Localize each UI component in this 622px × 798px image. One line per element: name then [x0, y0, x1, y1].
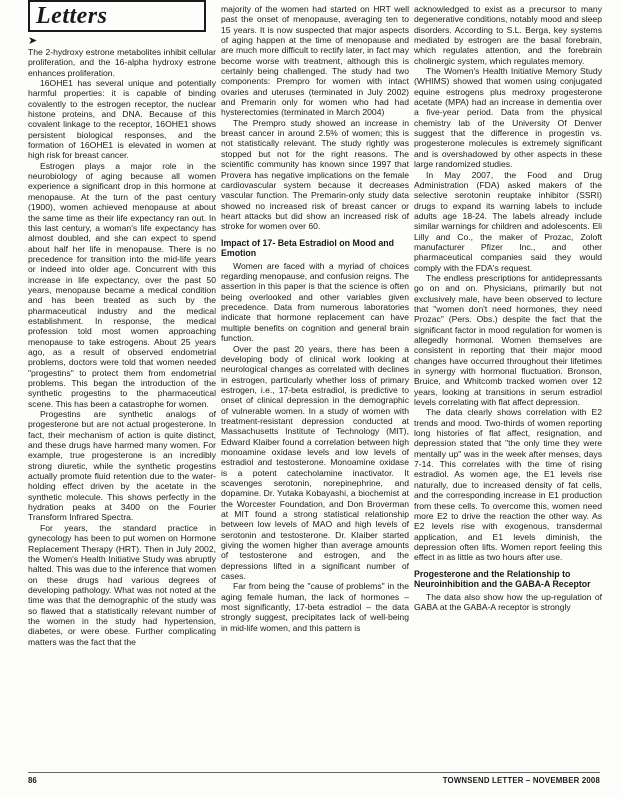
paragraph: The Women's Health Initiative Memory Study (WHIMS) showed that women using conjugated equine estrogens plus medroxy progesterone acetate (MPA) had an increase in dementia over a five-year period. Data from the physical chemistry lab of the University Of Denver suggest that the difference in progestin vs. progesterone molecules is extremely significant and is overshadowed by other aspects in these large randomized studies.: [414, 66, 602, 170]
column-1: [28, 0, 216, 770]
section-heading: Progesterone and the Relationship to Neuroinhibition and the GABA-A Receptor: [414, 568, 591, 590]
paragraph: majority of the women had started on HRT well past the onset of menopause, averaging ten to 15 years. It is now suspected that major aspects of aging happen at the time of menopause and are much more difficult to rectify later, in fact may become worse with treatment, although this is certainly being challenged. The study had two components: Prempro for women with intact ovaries and uteruses (terminated in July 2002) and Premarin only for women who had had hysterectomies (terminated in March 2004): [221, 4, 409, 118]
paragraph: For years, the standard practice in gynecology has been to put women on Hormone Replacement Therapy (HRT). Then in July 2002, the Women's Health Initiative Study was abruptly halted. This was due to the inference that women on these drugs had various degrees of developing pathology. What was not noted at the time was that the demographic of the study was so flawed that a statistically relevant number of the women in the study had hypertension, diabetes, or were obese. Further complicating matters was the fact that the: [28, 522, 216, 647]
paragraph: The data also show how the up-regulation of GABA at the GABA-A receptor is strongly: [414, 591, 602, 613]
paragraph: Over the past 20 years, there has been a developing body of clinical work looking at neurological changes as correlated with declines in estrogen, particularly whether loss of primary estrogen, i.e., 17-beta estradiol, is predictive to onset of clinical depression in the demographic of vulnerable women. In a study of women with treatment-resistant depression conducted at Massachusetts Institute of Technology (MIT), Edward Klaiber found a correlation between high monoamine oxidase levels and low levels of estradiol and testosterone. Monoamine oxidase is a potent catecholamine inactivator. It scavenges serotonin, norepinephrine, and dopamine. Dr. Yutaka Kobayashi, a biochemist at the Worcester Foundation, and Don Broverman at MIT found a strong statistical relationship between low levels of MAO and high levels of serotonin and testosterone. Dr. Klaiber started giving the women higher than average amounts of testosterone and estrogen, and the depressions lifted in a significant number of cases.: [221, 343, 409, 582]
paragraph: The endless prescriptions for antidepressants go on and on. Physicians, primarily but not exclusively male, have been observed to lecture that "women don't need hormones, they need Prozac" (Pers. Obs.) despite the fact that the significant factor in mood regulation for women is allegedly hormonal. Women themselves are consistent in reporting that their major mood changes have occurred throughout their lifetimes in synergy with hormonal fluctuation. Bronson, Bruice, and Whitcomb tracked women over 12 years, looking at transitions in serum estradiol levels correlating with flat affect depression.: [414, 272, 602, 408]
paragraph: Progestins are synthetic analogs of progesterone but are not actual progesterone. In fact, their mechanism of action is quite distinct, and these drugs have harmed many women. For example, true progesterone is an incredibly strong diuretic, while the synthetic progestins actually promote fluid retention due to the water-holding effect driven by the acetate in the synthetic molecule. This shows perfectly in the hydration peaks at 3400 on the Fourier Transform Infrared Spectra.: [28, 409, 216, 523]
page-footer: [28, 776, 600, 790]
section-title: Letters: [36, 2, 108, 29]
column-2: [221, 4, 409, 774]
paragraph: The Prempro study showed an increase in breast cancer in around 2.5% of women; this is not statistically relevant. The study rightly was stopped but not for the right reasons. The scientific community has known since 1997 that Provera has negative implications on the female cardiovascular system because it decreases vascular function. The Premarin-only study data showed no increased risk of breast cancer or heart attacks but did show an increased risk of stroke for women over 60.: [221, 117, 409, 232]
paragraph: Women are faced with a myriad of choices regarding menopause, and confusion reigns. The assertion in this paper is that the science is often being overlooked and other variables given precedence. Data from numerous laboratories indicate that hormone replacement can have multiple benefits on cognition and general brain function.: [221, 260, 409, 344]
arrow-icon: ➤: [28, 35, 38, 47]
paragraph: Far from being the "cause of problems" in the aging female human, the lack of hormones – most significantly, 17-beta estradiol – the data strongly suggest, precipitates lack of well-being in mid-life women, and this pattern is: [221, 581, 409, 633]
page-number: 86: [28, 776, 37, 785]
section-heading: Impact of 17- Beta Estradiol on Mood and Emotion: [221, 237, 395, 259]
section-header-box: [28, 0, 206, 32]
paragraph: Estrogen plays a major role in the neurobiology of aging because all women experience a significant drop in this hormone at menopause. At the turn of the past century (1900), women achieved menopause at about the same time as their life expectancy ran out. In this last century, a woman's life expectancy has almost doubled, and she can expect to spend about half her life in menopause. There is no precedence for transition into the mid-life years or indeed into older age. Concurrent with this increase in life expectancy, over the past 50 years, menopause became a medical condition and has been treated as such by the pharmaceutical industry and the medical establishment. In response, the medical profession told most women approaching menopause to take estrogens. About 25 years ago, as a result of observed endometrial problems, doctors were told that women needed "progestins" to protect them from endometrial problems. This began the introduction of the synthetic progestins to the pharmaceutical scene. This has been a catastrophe for women.: [28, 160, 216, 409]
paragraph: The 2-hydroxy estrone metabolites inhibit cellular proliferation, and the 16-alpha hydroxy estrone enhances proliferation.: [28, 47, 216, 78]
column-3: [414, 4, 602, 774]
journal-issue: TOWNSEND LETTER – NOVEMBER 2008: [442, 776, 600, 785]
paragraph: acknowledged to exist as a precursor to many degenerative conditions, notably mood and sleep disorders. According to S.L. Berga, key systems mediated by estrogen are the basal forebrain, which regulates attention, and the forebrain cholinergic system, which regulates memory.: [414, 4, 602, 66]
paragraph: In May 2007, the Food and Drug Administration (FDA) asked makers of the selective serotonin reuptake inhibitor (SSRI) drugs to expand its warning labels to include adults age 18-24. The labels already include similar warnings for children and adolescents. Eli Lilly and Co., the maker of Prozac, Zoloft manufacturer Pfizer Inc., and other pharmaceutical companies said they would comply with the FDA's request.: [414, 169, 602, 273]
paragraph: The data clearly shows correlation with E2 trends and mood. Two-thirds of women reporting long histories of flat affect, resignation, and depression stated that "the only time they were mentally up" was in the week after menses, days 7-14. This correlates with the time of rising estradiol. As women age, the E1 levels rise naturally, due to increased density of fat cells, and the corresponding increase in E1 production from these cells. To overcome this, women need more E2 to drive the reaction the other way. As E2 levels rise with exogenous, transdermal application, and E1 levels diminish, the depression often lifts. Women report feeling this effect in as little as two hours after use.: [414, 407, 602, 563]
paragraph: 16OHE1 has several unique and potentially harmful properties: it is capable of binding covalently to the estrogen receptor, the nuclear histone proteins, and DNA. Because of this covalent linkage to the receptor, 16OHE1 shows persistent biological responses, and the formation of 16OHE1 is elevated in women at high risk for breast cancer.: [28, 78, 216, 161]
footer-divider: [28, 772, 600, 773]
